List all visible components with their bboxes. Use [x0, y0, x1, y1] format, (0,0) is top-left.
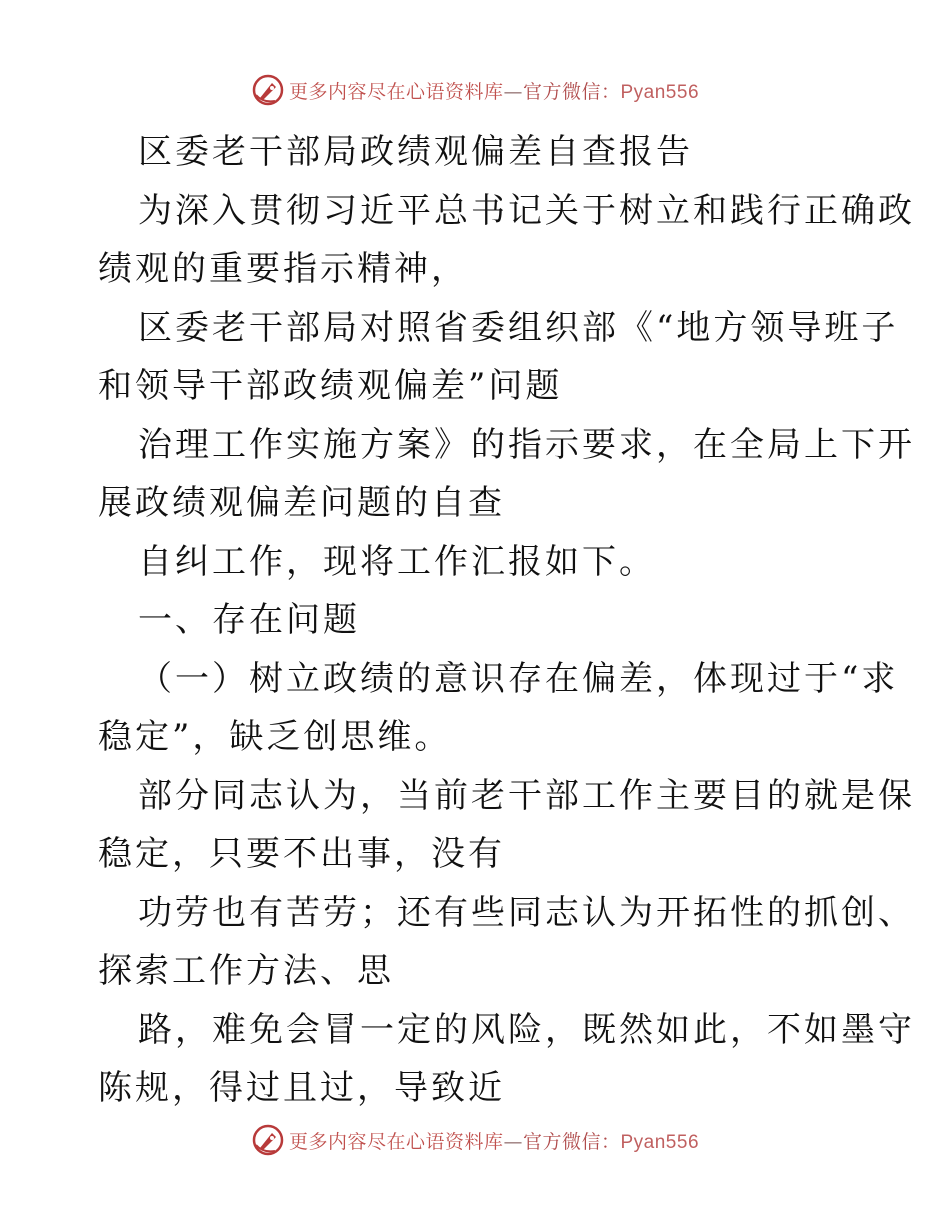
text-line: 治理工作实施方案》的指示要求，在全局上下开 [138, 424, 915, 465]
pen-nib-logo-icon [251, 1123, 285, 1157]
text-line: 部分同志认为，当前老干部工作主要目的就是保 [138, 775, 915, 816]
text-line: 和领导干部政绩观偏差”问题 [98, 366, 563, 406]
text-line: 绩观的重要指示精神， [98, 249, 468, 289]
header-watermark-banner [0, 70, 950, 110]
text-line: 展政绩观偏差问题的自查 [98, 483, 505, 523]
text-line: 区委老干部局对照省委组织部《“地方领导班子 [138, 307, 899, 348]
document-body [98, 123, 915, 1118]
text-line: 功劳也有苦劳；还有些同志认为开拓性的抓创、 [138, 892, 915, 933]
text-line: 一、存在问题 [138, 600, 360, 640]
pen-nib-logo-icon [251, 73, 285, 107]
watermark-wechat-label: 官方微信： [522, 80, 621, 103]
watermark-main-text: 更多内容尽在心语资料库 [288, 1130, 504, 1153]
watermark-text [289, 1127, 699, 1154]
text-line: 探索工作方法、思 [98, 951, 394, 991]
watermark-wechat-id: Pyan556 [620, 1131, 700, 1153]
text-line: 陈规，得过且过，导致近 [98, 1068, 505, 1108]
watermark-dash: — [503, 1130, 523, 1153]
watermark-text [289, 77, 699, 104]
text-line: 区委老干部局政绩观偏差自查报告 [138, 132, 693, 172]
text-line: 路，难免会冒一定的风险，既然如此，不如墨守 [138, 1009, 915, 1050]
text-line: 稳定，只要不出事，没有 [98, 834, 505, 874]
watermark-wechat-label: 官方微信： [522, 1130, 621, 1153]
text-line: 为深入贯彻习近平总书记关于树立和践行正确政 [138, 190, 915, 231]
watermark-wechat-id: Pyan556 [620, 81, 700, 103]
text-line: （一）树立政绩的意识存在偏差，体现过于“求 [138, 658, 899, 699]
text-line: 稳定”，缺乏创思维。 [98, 717, 452, 757]
footer-watermark-banner [0, 1120, 950, 1160]
watermark-dash: — [503, 80, 523, 103]
watermark-main-text: 更多内容尽在心语资料库 [288, 80, 504, 103]
text-line: 自纠工作，现将工作汇报如下。 [138, 541, 656, 582]
